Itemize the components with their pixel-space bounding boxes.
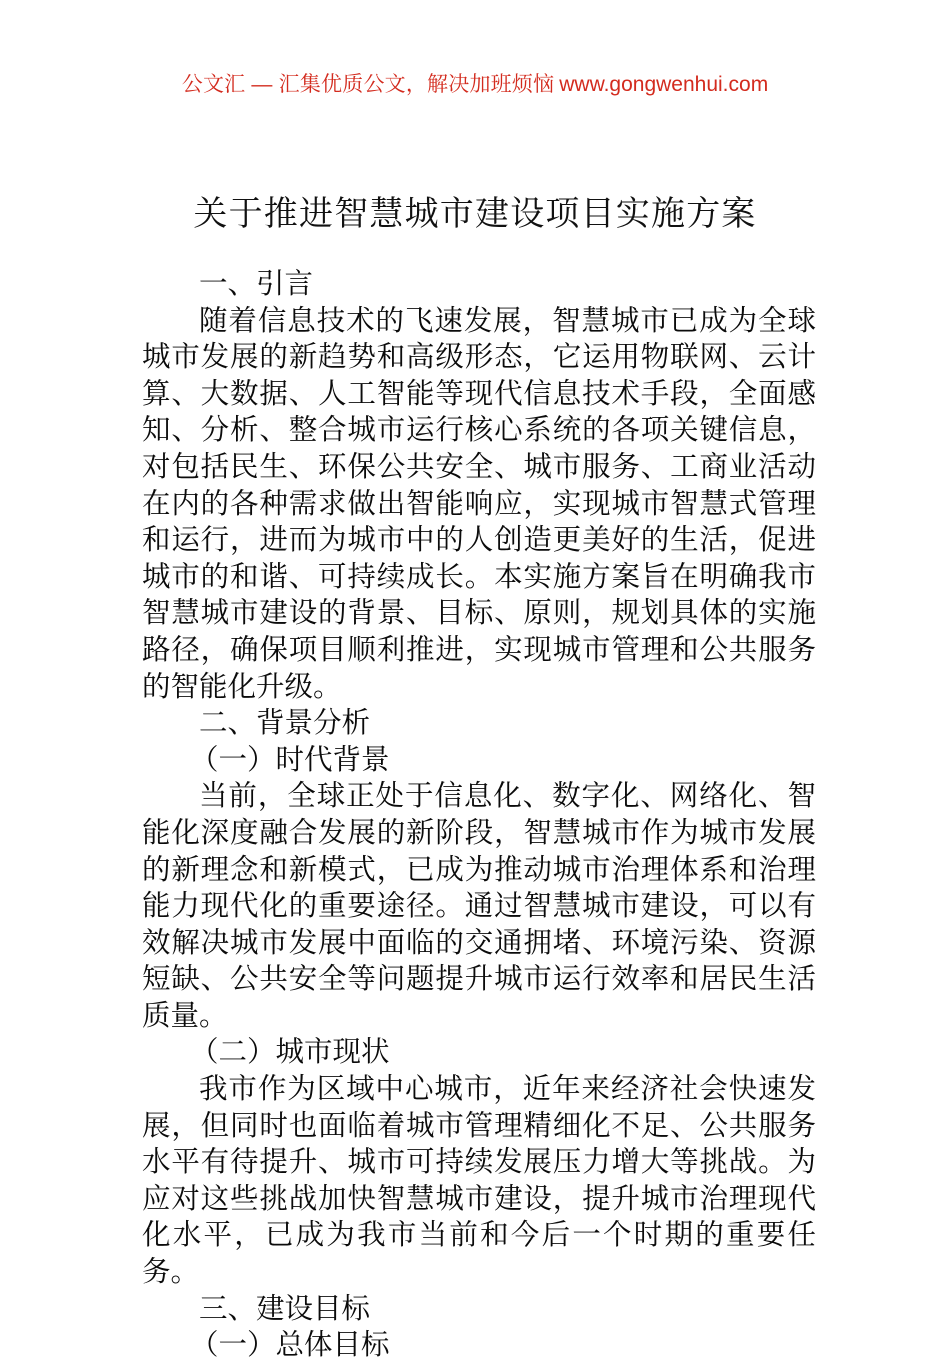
section-heading: 一、引言 bbox=[199, 268, 314, 300]
section-subheading: （二）城市现状 bbox=[190, 1036, 390, 1069]
body-paragraph: 随着信息技术的飞速发展，智慧城市已成为全球城市发展的新趋势和高级形态，它运用物联网、云计算、大数据、人工智能等现代信息技术手段，全面感知、分析、整合城市运行核心系统的各项关键信息，对包括民生、环保公共安全、城市服务、工商业活动在内的各种需求做出智能响应，实现城市智慧式管理和运行，进而为城市中的人创造更美好的生活，促进城市的和谐、可持续成长。本实施方案旨在明确我市智慧城市建设的背景、目标、原则，规划具体的实施路径，确保项目顺利推进，实现城市管理和公共服务的智能化升级。 bbox=[142, 304, 816, 703]
body-paragraph: 我市作为区域中心城市，近年来经济社会快速发展，但同时也面临着城市管理精细化不足、公共服务水平有待提升、城市可持续发展压力增大等挑战。为应对这些挑战加快智慧城市建设，提升城市治理现代化水平，已成为我市当前和今后一个时期的重要任务。 bbox=[142, 1073, 816, 1289]
document-body bbox=[142, 266, 816, 1364]
section-subheading: （一）总体目标 bbox=[190, 1329, 390, 1362]
site-watermark-header bbox=[0, 74, 950, 96]
watermark-website-url: www.gongwenhui.com bbox=[559, 73, 769, 96]
section-heading: 二、背景分析 bbox=[199, 707, 371, 740]
section-heading: 三、建设目标 bbox=[199, 1292, 371, 1325]
document-title: 关于推进智慧城市建设项目实施方案 bbox=[193, 194, 757, 233]
watermark-slogan: 公文汇 — 汇集优质公文，解决加班烦恼 bbox=[181, 73, 555, 96]
body-paragraph: 当前，全球正处于信息化、数字化、网络化、智能化深度融合发展的新阶段，智慧城市作为城市发展的新理念和新模式，已成为推动城市治理体系和治理能力现代化的重要途径。通过智慧城市建设，可以有效解决城市发展中面临的交通拥堵、环境污染、资源短缺、公共安全等问题提升城市运行效率和居民生活质量。 bbox=[142, 780, 816, 1032]
section-subheading: （一）时代背景 bbox=[190, 743, 390, 776]
